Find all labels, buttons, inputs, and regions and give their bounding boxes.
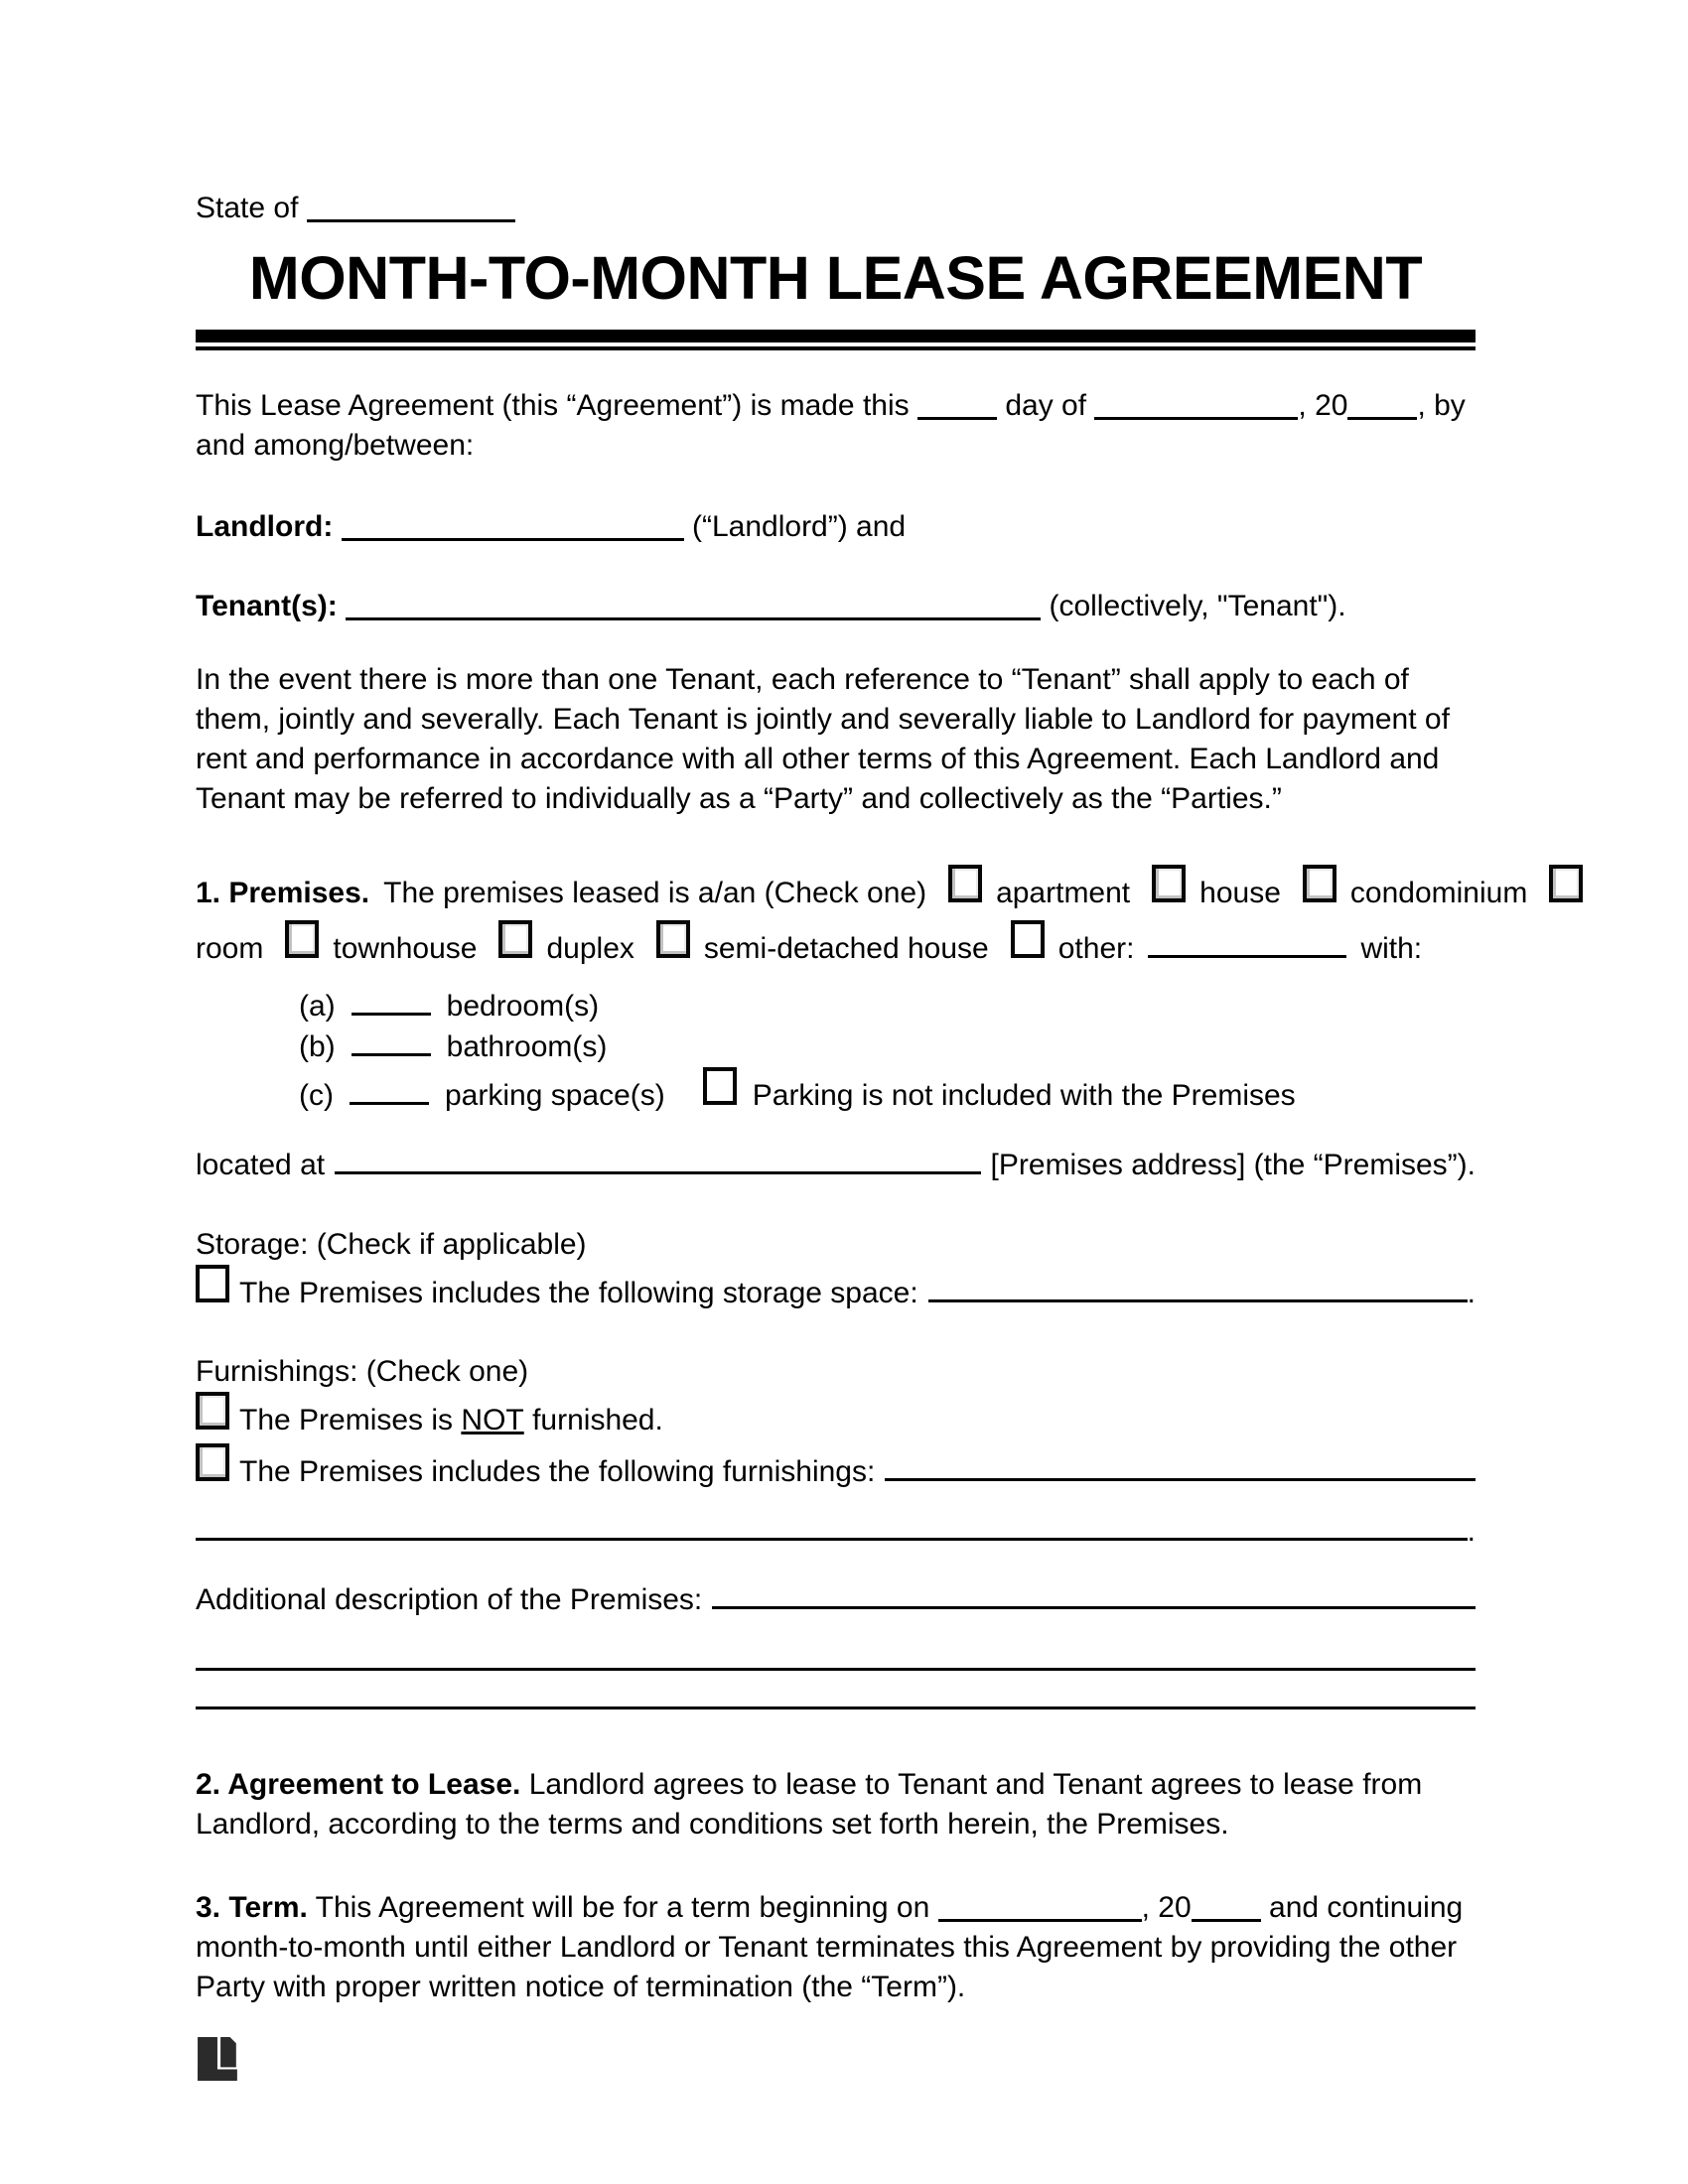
term-text-2: , 20	[1141, 1891, 1192, 1924]
premises-intro: The premises leased is a/an (Check one)	[383, 877, 927, 909]
agreement-to-lease-paragraph	[196, 1765, 1476, 1844]
page-title: MONTH-TO-MONTH LEASE AGREEMENT	[248, 244, 1423, 312]
landlord-label: Landlord:	[196, 510, 334, 543]
tenant-after: (collectively, "Tenant").	[1049, 590, 1346, 622]
located-after: [Premises address] (the “Premises”).	[990, 1149, 1476, 1181]
not-furnished-not: NOT	[461, 1404, 524, 1436]
storage-space-blank[interactable]	[928, 1299, 1468, 1302]
checkbox-not-furnished[interactable]	[196, 1392, 229, 1430]
intro-paragraph	[196, 386, 1476, 466]
intro-text-1: This Lease Agreement (this “Agreement”) is made this	[196, 389, 910, 422]
row-c-index: (c)	[299, 1079, 334, 1112]
furnishings-blank[interactable]	[885, 1478, 1476, 1481]
month-blank[interactable]	[1094, 390, 1298, 420]
agreement-to-lease-heading: 2. Agreement to Lease.	[196, 1768, 521, 1801]
checkbox-furnishings[interactable]	[196, 1443, 229, 1481]
checkbox-no-parking[interactable]	[703, 1067, 737, 1105]
additional-description-label: Additional description of the Premises:	[196, 1583, 703, 1616]
row-b-index: (b)	[299, 1030, 336, 1063]
landlord-name-blank[interactable]	[342, 511, 684, 541]
option-duplex-label: duplex	[546, 932, 634, 965]
day-blank[interactable]	[917, 390, 997, 420]
checkbox-duplex[interactable]	[498, 920, 532, 958]
term-heading: 3. Term.	[196, 1891, 308, 1924]
premises-line-2	[196, 920, 1476, 976]
intro-text-2: day of	[1005, 389, 1087, 422]
not-furnished-row	[196, 1392, 1476, 1443]
furnishings-option-label: The Premises includes the following furnishings:	[239, 1455, 876, 1488]
intro-text-4: , by and among/between:	[196, 389, 1466, 462]
option-condominium-label: condominium	[1349, 877, 1528, 909]
tenant-label: Tenant(s):	[196, 590, 338, 622]
parking-label: parking space(s)	[444, 1079, 665, 1112]
checkbox-other[interactable]	[1011, 920, 1045, 958]
legal-templates-logo	[198, 2037, 239, 2092]
storage-heading: Storage: (Check if applicable)	[196, 1228, 587, 1261]
furnishings-blank-2[interactable]	[196, 1538, 1468, 1541]
other-type-blank[interactable]	[1148, 928, 1346, 958]
located-at-line	[196, 1146, 1476, 1185]
option-house-label: house	[1199, 877, 1281, 909]
term-start-date-blank[interactable]	[938, 1892, 1142, 1922]
parking-row	[299, 1067, 1476, 1116]
tenant-line	[196, 587, 1476, 626]
joint-tenancy-paragraph: In the event there is more than one Tenant, each reference to “Tenant” shall apply to each of them, jointly and severally. Each Tenant is jointly and severally liable to Landlord for payment of rent and performance in accordance with all other terms of this Agreement. Each Landlord and Tenant may be referred to individually as a “Party” and collectively as the “Parties.”	[196, 663, 1450, 815]
agreement-to-lease-body: Landlord agrees to lease to Tenant and Tenant agrees to lease from Landlord, according to the terms and conditions set forth herein, the Premises.	[196, 1768, 1423, 1841]
option-other-label: other:	[1057, 932, 1135, 965]
premises-heading: 1. Premises.	[196, 877, 370, 909]
checkbox-house[interactable]	[1152, 865, 1186, 902]
storage-period: .	[1467, 1277, 1476, 1309]
option-room-label: room	[196, 932, 264, 965]
additional-desc-blank-1[interactable]	[712, 1606, 1476, 1609]
additional-desc-blank-3[interactable]	[196, 1706, 1476, 1709]
furnishings-period: .	[1467, 1515, 1476, 1548]
premises-line-1	[196, 865, 1528, 920]
not-furnished-post: furnished.	[532, 1404, 663, 1436]
term-paragraph	[196, 1888, 1476, 2007]
furnished-row	[196, 1443, 1476, 1495]
bathrooms-label: bathroom(s)	[446, 1030, 608, 1063]
premises-with-label: with:	[1360, 932, 1423, 965]
state-of-line	[196, 189, 1476, 228]
row-a-index: (a)	[299, 990, 336, 1023]
furnishings-continuation-row	[196, 1509, 1476, 1555]
option-townhouse-label: townhouse	[333, 932, 478, 965]
landlord-line	[196, 507, 1476, 547]
term-start-year-blank[interactable]	[1192, 1892, 1261, 1922]
checkbox-condominium[interactable]	[1303, 865, 1336, 902]
checkbox-storage[interactable]	[196, 1265, 229, 1302]
bedrooms-label: bedroom(s)	[446, 990, 600, 1023]
additional-desc-blank-2[interactable]	[196, 1668, 1476, 1671]
checkbox-townhouse[interactable]	[285, 920, 319, 958]
title-rule-thin	[196, 346, 1476, 350]
title-rule-thick	[196, 330, 1476, 342]
no-parking-note: Parking is not included with the Premises	[752, 1079, 1296, 1112]
term-text-3: and continuing month-to-month until either Landlord or Tenant terminates this Agreement by providing the other Party with proper written notice of termination (the “Term”).	[196, 1891, 1464, 2003]
premises-address-blank[interactable]	[335, 1171, 980, 1174]
intro-text-3: , 20	[1298, 389, 1348, 422]
storage-option-label: The Premises includes the following storage space:	[239, 1277, 918, 1309]
state-of-label: State of	[196, 192, 299, 224]
checkbox-room[interactable]	[1549, 865, 1583, 902]
tenant-names-blank[interactable]	[346, 591, 1041, 620]
option-apartment-label: apartment	[996, 877, 1131, 909]
option-semi-detached-label: semi-detached house	[703, 932, 989, 965]
state-blank[interactable]	[307, 193, 515, 222]
year-blank[interactable]	[1347, 390, 1417, 420]
located-at-label: located at	[196, 1149, 326, 1181]
bathrooms-row	[299, 1026, 1476, 1067]
parking-blank[interactable]	[350, 1075, 429, 1105]
storage-option-row	[196, 1265, 1476, 1316]
bedrooms-row	[299, 986, 1476, 1026]
bathrooms-blank[interactable]	[352, 1026, 431, 1056]
checkbox-apartment[interactable]	[948, 865, 982, 902]
term-text-1: This Agreement will be for a term beginning on	[315, 1891, 930, 1924]
furnishings-heading: Furnishings: (Check one)	[196, 1355, 529, 1388]
landlord-after: (“Landlord”) and	[692, 510, 907, 543]
checkbox-semi-detached[interactable]	[656, 920, 690, 958]
not-furnished-pre: The Premises is	[239, 1404, 454, 1436]
bedrooms-blank[interactable]	[352, 986, 431, 1016]
legal-templates-logo-icon	[198, 2037, 239, 2081]
additional-description-row	[196, 1580, 1476, 1620]
